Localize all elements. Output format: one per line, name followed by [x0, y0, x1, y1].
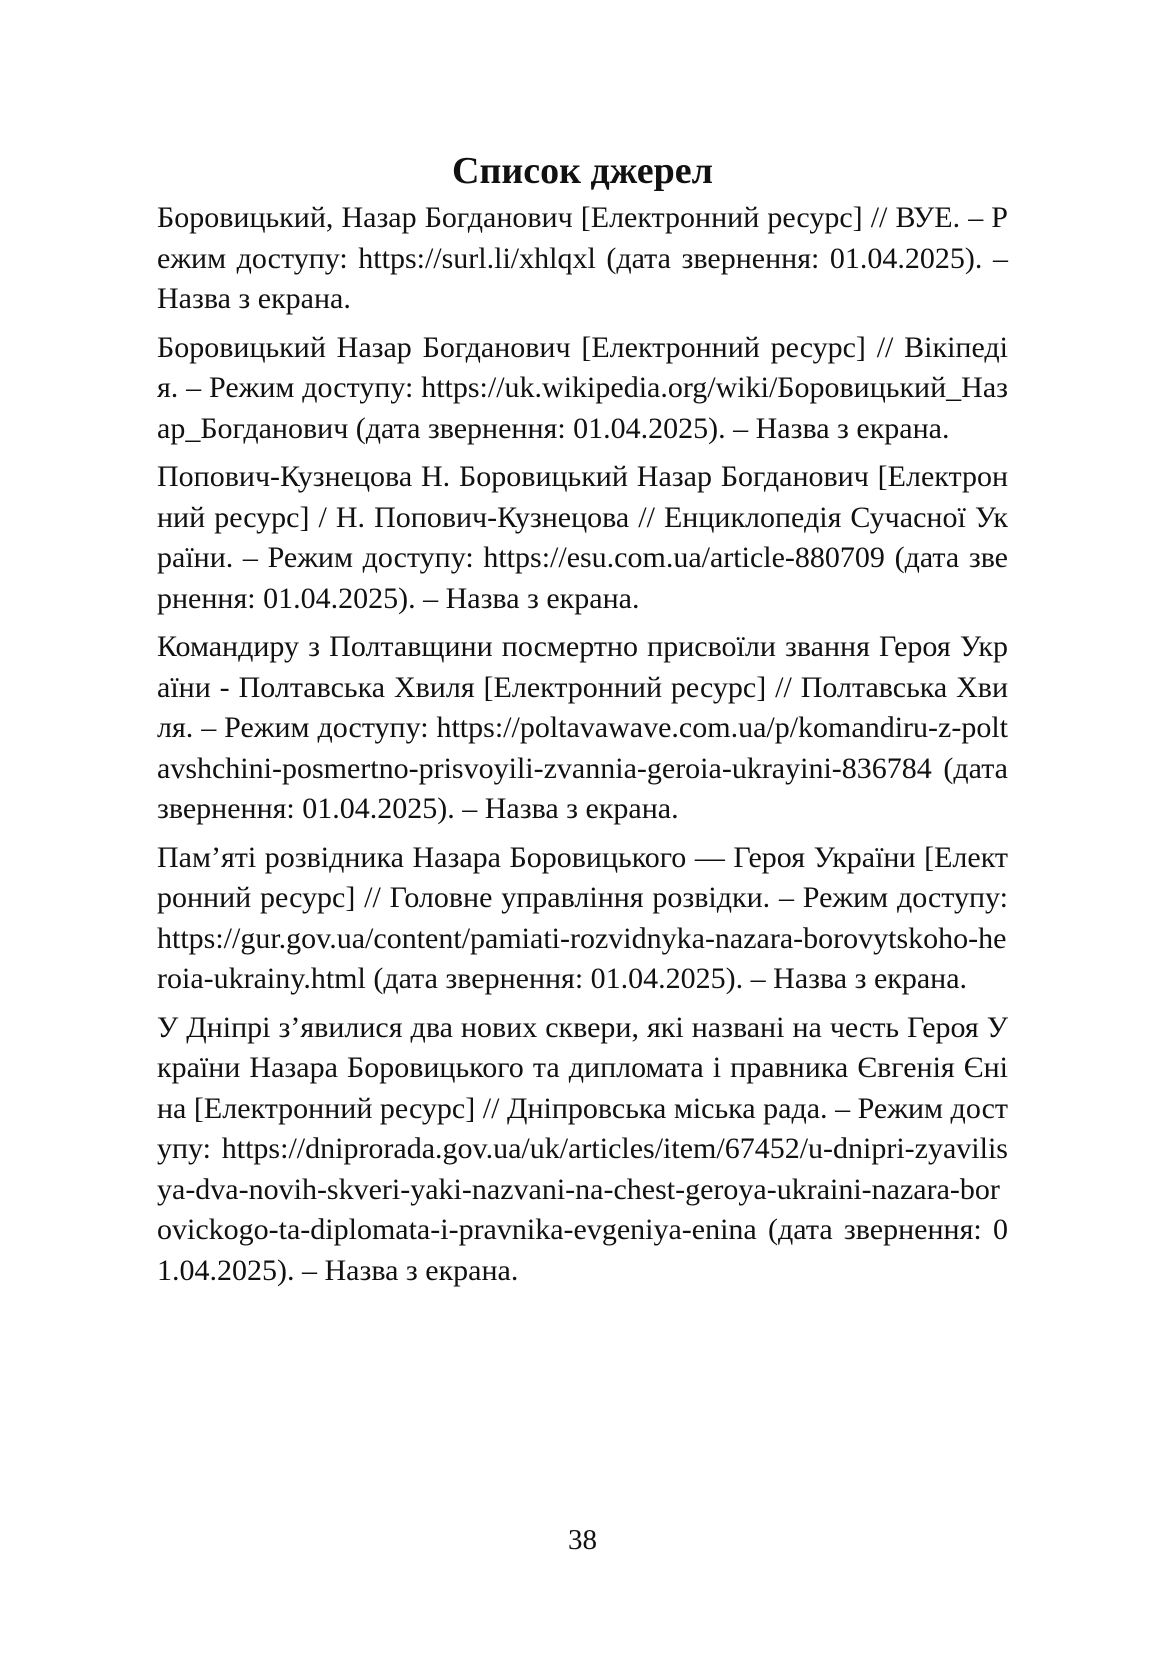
reference-item: Боровицький, Назар Богданович [Електронний ресурс] // ВУЕ. – Режим доступу: https://surl.li/xhlqxl (дата звернення: 01.04.2025). – Назва з екрана. [157, 201, 1008, 315]
reference-item: Пам’яті розвідника Назара Боровицького — Героя України [Електронний ресурс] // Головне управління розвідки. – Режим доступу: https://gur.gov.ua/content/pamiati-rozvidnyka-nazara-borovytskoho-heroia-ukrainy.html (дата звернення: 01.04.2025). – Назва з екрана. [157, 840, 1008, 995]
reference-item: Командиру з Полтавщини посмертно присвоїли звання Героя України - Полтавська Хвиля [Електронний ресурс] // Полтавська Хвиля. – Режим доступу: https://poltavawave.com.ua/p/komandiru-z-poltavshchini-posmertno-prisvoyili-zvannia-geroia-ukrayini-836784 (дата звернення: 01.04.2025). – Назва з екрана. [157, 630, 1008, 825]
reference-item: У Дніпрі з’явилися два нових сквери, які названі на честь Героя України Назара Боровицького та дипломата і правника Євгенія Єніна [Електронний ресурс] // Дніпровська міська рада. – Режим доступу: https://dniprorada.gov.ua/uk/articles/item/67452/u-dnipri-zyavilisya-dva-novih-skveri-yaki-nazvani-na-chest-geroya-ukraini-nazara-borovickogo-ta-diplomata-i-pravnika-evgeniya-enina (дата звернення: 01.04.2025). – Назва з екрана. [157, 1010, 1008, 1287]
reference-item: Попович-Кузнецова Н. Боровицький Назар Богданович [Електронний ресурс] / Н. Попович-Кузнецова // Енциклопедія Сучасної України. – Режим доступу: https://esu.com.ua/article-880709 (дата звернення: 01.04.2025). – Назва з екрана. [157, 460, 1008, 615]
page-title: Список джерел [452, 150, 713, 192]
page-number: 38 [568, 1524, 597, 1556]
reference-list [157, 198, 1008, 1299]
reference-item: Боровицький Назар Богданович [Електронний ресурс] // Вікіпедія. – Режим доступу: https://uk.wikipedia.org/wiki/Боровицький_Назар_Богданович (дата звернення: 01.04.2025). – Назва з екрана. [157, 330, 1008, 445]
